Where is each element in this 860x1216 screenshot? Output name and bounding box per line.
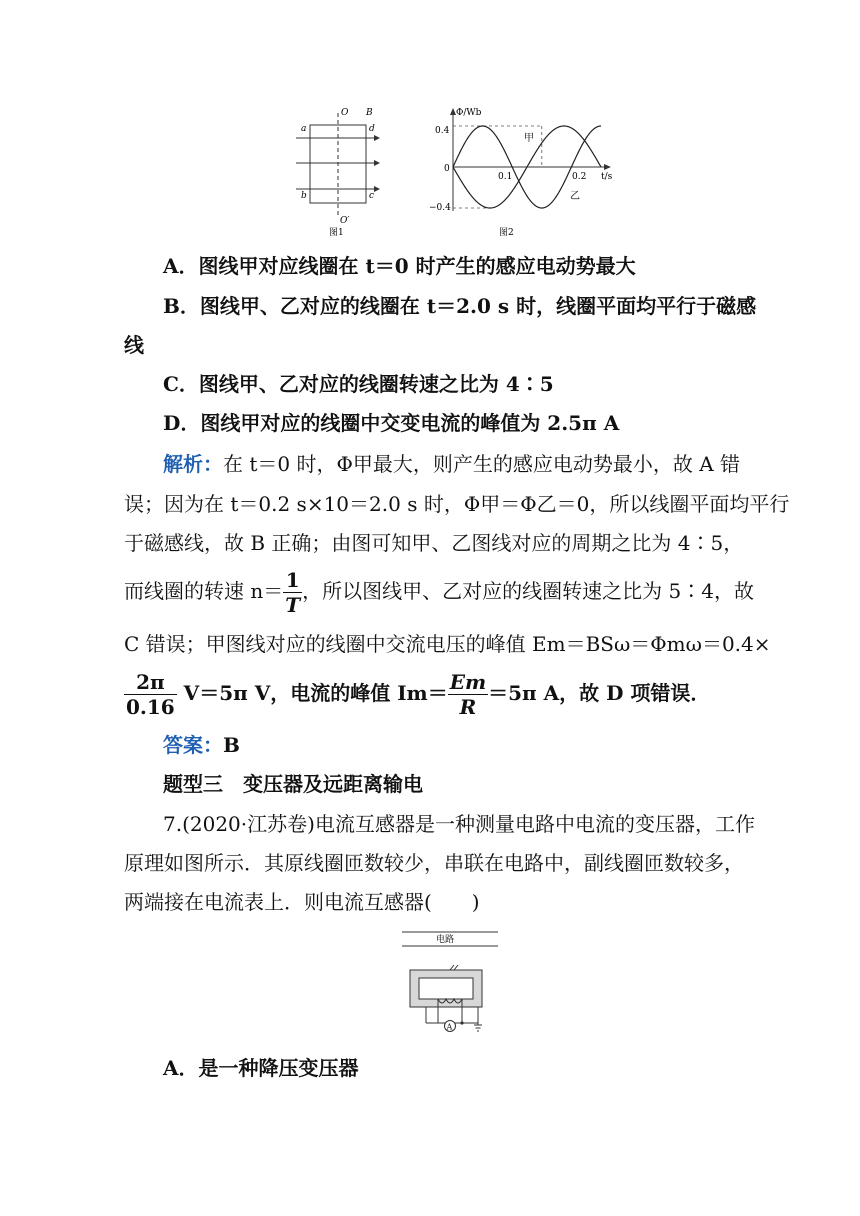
answer-label: 答案： <box>163 733 223 757</box>
q6-option-a: A．图线甲对应线圈在 t＝0 时产生的感应电动势最大 <box>163 254 636 278</box>
q6-option-b-line2: 线 <box>124 333 144 357</box>
label-B: B <box>366 108 373 118</box>
figure-3-current-transformer <box>398 925 502 1043</box>
fraction-denominator: T <box>285 593 301 617</box>
fraction-denominator: 0.16 <box>126 695 175 719</box>
q7-line-3: 两端接在电流表上．则电流互感器( ) <box>124 890 480 914</box>
q6-option-b-line1: B．图线甲、乙对应的线圈在 t＝2.0 s 时，线圈平面均平行于磁感 <box>163 294 757 318</box>
analysis-line-4 <box>124 568 754 617</box>
curve-label-jia: 甲 <box>524 133 534 144</box>
section-title: 题型三 变压器及远距离输电 <box>163 772 423 796</box>
x-axis-label: t/s <box>601 172 613 182</box>
label-O-prime: O′ <box>340 216 350 226</box>
figure-1-coil <box>296 103 420 237</box>
analysis-text-1: 在 t＝0 时，Φ甲最大，则产生的感应电动势最小，故 A 错 <box>223 452 741 476</box>
label-d: d <box>369 124 375 134</box>
figure-2-flux-chart <box>426 103 616 237</box>
fraction-numerator: 1 <box>283 568 302 593</box>
analysis-line-2: 误；因为在 t＝0.2 s×10＝2.0 s 时，Φ甲＝Φ乙＝0，所以线圈平面均平行 <box>124 492 790 516</box>
tick-y-0-4: 0.4 <box>435 126 450 136</box>
answer-value: B <box>223 733 240 757</box>
curve-label-yi: 乙 <box>570 191 580 202</box>
fraction-em-over-r <box>448 670 488 719</box>
analysis-label: 解析： <box>163 452 223 476</box>
fraction-2pi-over-016 <box>124 670 177 719</box>
q7-line-1: 7.(2020·江苏卷)电流互感器是一种测量电路中电流的变压器，工作 <box>163 812 755 836</box>
tick-x-0-2: 0.2 <box>572 172 587 182</box>
fraction-denominator: R <box>459 695 477 719</box>
fraction-1-over-t <box>283 568 302 617</box>
q7-line-2: 原理如图所示．其原线圈匝数较少，串联在电路中，副线圈匝数较多， <box>124 851 744 875</box>
analysis-text-4b: ，所以图线甲、乙对应的线圈转速之比为 5∶4，故 <box>302 579 754 603</box>
q7-option-a: A．是一种降压变压器 <box>163 1056 359 1080</box>
analysis-text-6b: ＝5π A，故 D 项错误． <box>488 681 711 705</box>
tick-y-neg-0-4: −0.4 <box>429 203 451 213</box>
figure-1-caption: 图1 <box>329 228 344 237</box>
fraction-numerator: Em <box>449 670 487 694</box>
label-a: a <box>301 124 307 134</box>
analysis-line-3: 于磁感线，故 B 正确；由图可知甲、乙图线对应的周期之比为 4∶5， <box>124 531 744 555</box>
analysis-line-6 <box>124 670 710 719</box>
analysis-line-5: C 错误；甲图线对应的线圈中交流电压的峰值 Em＝BSω＝Φmω＝0.4× <box>124 632 771 656</box>
label-c: c <box>369 191 375 201</box>
analysis-text-6a: V＝5π V，电流的峰值 Im＝ <box>176 681 448 705</box>
analysis-line-1 <box>163 450 740 478</box>
label-b: b <box>301 191 307 201</box>
tick-x-0-1: 0.1 <box>498 172 513 182</box>
ammeter-label: A <box>446 1022 453 1032</box>
figure-2-caption: 图2 <box>499 228 514 237</box>
answer-line <box>163 731 240 759</box>
q6-option-c: C．图线甲、乙对应的线圈转速之比为 4∶5 <box>163 372 554 396</box>
tick-y-0: 0 <box>444 164 450 174</box>
q6-option-d: D．图线甲对应的线圈中交变电流的峰值为 2.5π A <box>163 411 620 435</box>
analysis-text-4a: 而线圈的转速 n＝ <box>124 579 284 603</box>
y-axis-label: Φ/Wb <box>456 108 482 118</box>
label-O: O <box>341 108 349 118</box>
fraction-numerator: 2π <box>124 670 177 695</box>
circuit-label: 电路 <box>436 935 455 945</box>
